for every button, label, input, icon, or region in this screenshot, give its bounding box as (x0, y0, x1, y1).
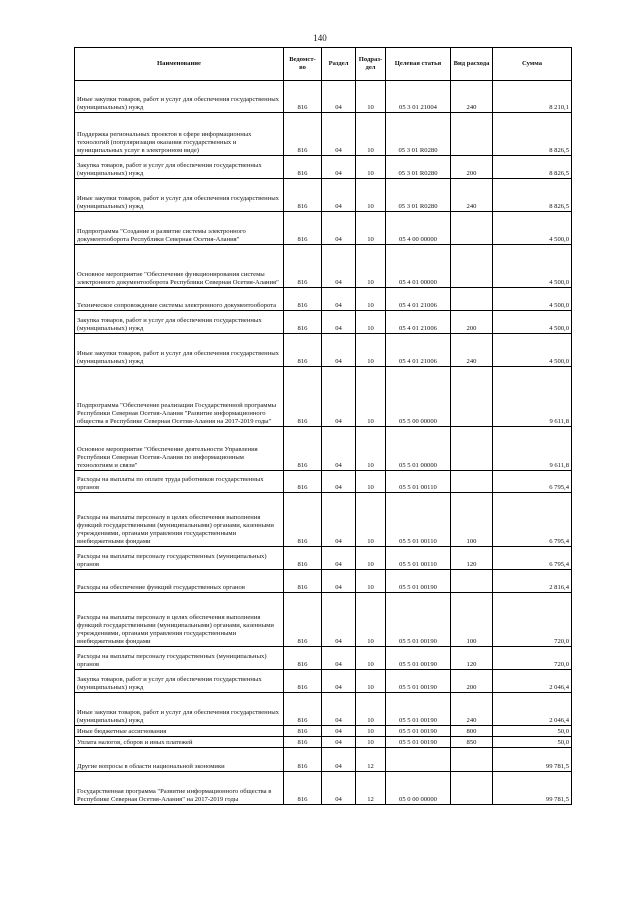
cell-subsection: 10 (356, 179, 386, 212)
cell-section: 04 (322, 726, 356, 737)
cell-section: 04 (322, 570, 356, 593)
cell-expense-type (451, 367, 493, 427)
cell-amount: 720,0 (493, 647, 572, 670)
cell-subsection: 10 (356, 493, 386, 547)
cell-subsection: 10 (356, 334, 386, 367)
cell-subsection: 10 (356, 693, 386, 726)
cell-amount: 4 500,0 (493, 311, 572, 334)
cell-amount: 4 500,0 (493, 334, 572, 367)
cell-expense-type: 120 (451, 647, 493, 670)
cell-department: 816 (284, 334, 322, 367)
cell-name: Иные закупки товаров, работ и услуг для обеспечения государственных (муниципальных) нужд (75, 693, 284, 726)
cell-target-item: 05 3 01 R0280 (386, 179, 451, 212)
table-row (75, 493, 572, 547)
cell-amount: 2 046,4 (493, 670, 572, 693)
cell-expense-type (451, 748, 493, 772)
cell-department: 816 (284, 179, 322, 212)
header-department: Ведомст-во (284, 48, 322, 81)
cell-amount: 8 826,5 (493, 113, 572, 156)
cell-target-item: 05 5 01 00190 (386, 670, 451, 693)
cell-expense-type: 240 (451, 334, 493, 367)
cell-subsection: 10 (356, 311, 386, 334)
cell-name: Основное мероприятие "Обеспечение деятельности Управления Республики Северная Осетия-Алания по информационным технологиям и связи" (75, 427, 284, 471)
cell-expense-type: 100 (451, 593, 493, 647)
table-row (75, 726, 572, 737)
cell-name: Расходы на обеспечение функций государственных органов (75, 570, 284, 593)
cell-name: Расходы на выплаты персоналу государственных (муниципальных) органов (75, 547, 284, 570)
cell-section: 04 (322, 245, 356, 288)
header-target-item: Целевая статья (386, 48, 451, 81)
cell-target-item: 05 5 01 00000 (386, 427, 451, 471)
cell-name: Подпрограмма "Обеспечение реализации Государственной программы Республики Северная Осетия-Алания "Развитие информационного общества в Республике Северная Осетия-Алания на 2017-2019 годы" (75, 367, 284, 427)
cell-section: 04 (322, 693, 356, 726)
cell-name: Расходы на выплаты персоналу в целях обеспечения выполнения функций государственными (муниципальными) органами, казенными учреждениями, органами управления государственными внебюджетными фондами (75, 593, 284, 647)
table-row (75, 547, 572, 570)
cell-target-item: 05 4 01 21006 (386, 334, 451, 367)
cell-expense-type (451, 245, 493, 288)
cell-subsection: 10 (356, 737, 386, 748)
table-row (75, 334, 572, 367)
cell-expense-type: 800 (451, 726, 493, 737)
cell-subsection: 10 (356, 570, 386, 593)
cell-expense-type (451, 772, 493, 805)
cell-section: 04 (322, 113, 356, 156)
cell-expense-type: 200 (451, 670, 493, 693)
cell-amount: 50,0 (493, 726, 572, 737)
cell-name: Поддержка региональных проектов в сфере информационных технологий (популяризация оказания государственных и муниципальных услуг в электронном виде) (75, 113, 284, 156)
header-row (75, 48, 572, 81)
cell-department: 816 (284, 693, 322, 726)
cell-subsection: 10 (356, 245, 386, 288)
cell-target-item: 05 4 01 21006 (386, 288, 451, 311)
cell-name: Иные закупки товаров, работ и услуг для обеспечения государственных (муниципальных) нужд (75, 334, 284, 367)
cell-section: 04 (322, 471, 356, 493)
cell-target-item: 05 5 01 00190 (386, 647, 451, 670)
cell-subsection: 10 (356, 670, 386, 693)
cell-section: 04 (322, 670, 356, 693)
cell-section: 04 (322, 547, 356, 570)
cell-amount: 9 611,8 (493, 427, 572, 471)
cell-name: Расходы на выплаты персоналу в целях обеспечения выполнения функций государственными (муниципальными) органами, казенными учреждениями, органами управления государственными внебюджетными фондами (75, 493, 284, 547)
table-row (75, 288, 572, 311)
table-row (75, 670, 572, 693)
cell-name: Другие вопросы в области национальной экономики (75, 748, 284, 772)
cell-amount: 2 046,4 (493, 693, 572, 726)
cell-subsection: 10 (356, 471, 386, 493)
cell-amount: 50,0 (493, 737, 572, 748)
cell-name: Государственная программа "Развитие информационного общества в Республике Северная Осетия-Алания" на 2017-2019 годы (75, 772, 284, 805)
cell-department: 816 (284, 748, 322, 772)
cell-expense-type (451, 113, 493, 156)
cell-name: Иные бюджетные ассигнования (75, 726, 284, 737)
cell-amount: 8 210,1 (493, 81, 572, 113)
cell-subsection: 10 (356, 726, 386, 737)
cell-target-item: 05 5 01 00190 (386, 737, 451, 748)
cell-expense-type (451, 471, 493, 493)
cell-subsection: 10 (356, 288, 386, 311)
cell-expense-type: 100 (451, 493, 493, 547)
table-row (75, 81, 572, 113)
cell-target-item: 05 3 01 R0280 (386, 156, 451, 179)
cell-amount: 9 611,8 (493, 367, 572, 427)
cell-amount: 4 500,0 (493, 212, 572, 245)
table-row (75, 693, 572, 726)
cell-target-item (386, 748, 451, 772)
cell-amount: 2 816,4 (493, 570, 572, 593)
cell-amount: 720,0 (493, 593, 572, 647)
cell-section: 04 (322, 81, 356, 113)
cell-department: 816 (284, 772, 322, 805)
cell-expense-type: 240 (451, 81, 493, 113)
table-row (75, 367, 572, 427)
cell-expense-type (451, 212, 493, 245)
cell-expense-type: 200 (451, 311, 493, 334)
cell-department: 816 (284, 737, 322, 748)
cell-target-item: 05 4 01 00000 (386, 245, 451, 288)
cell-amount: 6 795,4 (493, 493, 572, 547)
cell-target-item: 05 5 01 00190 (386, 593, 451, 647)
cell-section: 04 (322, 772, 356, 805)
cell-section: 04 (322, 288, 356, 311)
cell-amount: 99 781,5 (493, 772, 572, 805)
cell-target-item: 05 5 01 00110 (386, 547, 451, 570)
cell-section: 04 (322, 748, 356, 772)
cell-amount: 99 781,5 (493, 748, 572, 772)
cell-department: 816 (284, 647, 322, 670)
budget-table (74, 47, 572, 805)
cell-expense-type (451, 570, 493, 593)
cell-amount: 8 826,5 (493, 179, 572, 212)
header-expense-type: Вид расхода (451, 48, 493, 81)
cell-section: 04 (322, 737, 356, 748)
cell-section: 04 (322, 367, 356, 427)
table-row (75, 748, 572, 772)
cell-section: 04 (322, 311, 356, 334)
cell-amount: 4 500,0 (493, 245, 572, 288)
cell-department: 816 (284, 547, 322, 570)
cell-department: 816 (284, 288, 322, 311)
cell-section: 04 (322, 427, 356, 471)
header-subsection: Подраз-дел (356, 48, 386, 81)
cell-department: 816 (284, 156, 322, 179)
cell-target-item: 05 3 01 21004 (386, 81, 451, 113)
cell-name: Уплата налогов, сборов и иных платежей (75, 737, 284, 748)
page-number: 140 (313, 33, 327, 43)
cell-name: Расходы на выплаты по оплате труда работников государственных органов (75, 471, 284, 493)
cell-target-item: 05 5 01 00190 (386, 726, 451, 737)
cell-name: Иные закупки товаров, работ и услуг для обеспечения государственных (муниципальных) нужд (75, 81, 284, 113)
table-row (75, 593, 572, 647)
cell-department: 816 (284, 427, 322, 471)
cell-amount: 6 795,4 (493, 547, 572, 570)
cell-subsection: 12 (356, 748, 386, 772)
cell-name: Подпрограмма "Создание и развитие системы электронного документооборота Республики Северная Осетия-Алания" (75, 212, 284, 245)
cell-subsection: 10 (356, 427, 386, 471)
cell-amount: 8 826,5 (493, 156, 572, 179)
cell-target-item: 05 5 00 00000 (386, 367, 451, 427)
table-row (75, 570, 572, 593)
cell-target-item: 05 5 01 00190 (386, 693, 451, 726)
cell-subsection: 10 (356, 593, 386, 647)
cell-section: 04 (322, 593, 356, 647)
cell-subsection: 10 (356, 212, 386, 245)
cell-department: 816 (284, 311, 322, 334)
cell-section: 04 (322, 179, 356, 212)
cell-name: Закупка товаров, работ и услуг для обеспечения государственных (муниципальных) нужд (75, 156, 284, 179)
cell-name: Иные закупки товаров, работ и услуг для обеспечения государственных (муниципальных) нужд (75, 179, 284, 212)
table-row (75, 311, 572, 334)
cell-department: 816 (284, 81, 322, 113)
header-name: Наименование (75, 48, 284, 81)
cell-section: 04 (322, 493, 356, 547)
cell-department: 816 (284, 493, 322, 547)
cell-department: 816 (284, 245, 322, 288)
cell-name: Закупка товаров, работ и услуг для обеспечения государственных (муниципальных) нужд (75, 670, 284, 693)
cell-subsection: 10 (356, 547, 386, 570)
cell-amount: 4 500,0 (493, 288, 572, 311)
cell-department: 816 (284, 367, 322, 427)
cell-subsection: 10 (356, 113, 386, 156)
cell-department: 816 (284, 570, 322, 593)
cell-name: Расходы на выплаты персоналу государственных (муниципальных) органов (75, 647, 284, 670)
cell-target-item: 05 5 01 00110 (386, 471, 451, 493)
cell-department: 816 (284, 471, 322, 493)
cell-section: 04 (322, 212, 356, 245)
cell-expense-type (451, 427, 493, 471)
table-row (75, 179, 572, 212)
cell-target-item: 05 3 01 R0280 (386, 113, 451, 156)
cell-department: 816 (284, 212, 322, 245)
cell-department: 816 (284, 113, 322, 156)
cell-name: Техническое сопровождение системы электронного документооборота (75, 288, 284, 311)
cell-subsection: 10 (356, 647, 386, 670)
table-header (75, 48, 572, 81)
table-row (75, 737, 572, 748)
header-amount: Сумма (493, 48, 572, 81)
cell-expense-type: 240 (451, 693, 493, 726)
cell-expense-type: 200 (451, 156, 493, 179)
cell-target-item: 05 4 00 00000 (386, 212, 451, 245)
header-section: Раздел (322, 48, 356, 81)
cell-expense-type: 850 (451, 737, 493, 748)
cell-amount: 6 795,4 (493, 471, 572, 493)
cell-expense-type: 240 (451, 179, 493, 212)
cell-name: Закупка товаров, работ и услуг для обеспечения государственных (муниципальных) нужд (75, 311, 284, 334)
table-row (75, 113, 572, 156)
cell-subsection: 10 (356, 81, 386, 113)
cell-subsection: 10 (356, 156, 386, 179)
cell-section: 04 (322, 647, 356, 670)
cell-target-item: 05 4 01 21006 (386, 311, 451, 334)
cell-department: 816 (284, 593, 322, 647)
table-row (75, 245, 572, 288)
table-body (75, 81, 572, 805)
table-row (75, 212, 572, 245)
cell-subsection: 12 (356, 772, 386, 805)
cell-target-item: 05 5 01 00190 (386, 570, 451, 593)
cell-target-item: 05 0 00 00000 (386, 772, 451, 805)
cell-expense-type (451, 288, 493, 311)
table-row (75, 427, 572, 471)
table-row (75, 772, 572, 805)
cell-department: 816 (284, 670, 322, 693)
cell-name: Основное мероприятие "Обеспечение функционирования системы электронного документооборота Республики Северная Осетия-Алания" (75, 245, 284, 288)
cell-subsection: 10 (356, 367, 386, 427)
table-row (75, 647, 572, 670)
table-row (75, 471, 572, 493)
cell-expense-type: 120 (451, 547, 493, 570)
table-row (75, 156, 572, 179)
cell-section: 04 (322, 156, 356, 179)
cell-department: 816 (284, 726, 322, 737)
cell-target-item: 05 5 01 00110 (386, 493, 451, 547)
cell-section: 04 (322, 334, 356, 367)
